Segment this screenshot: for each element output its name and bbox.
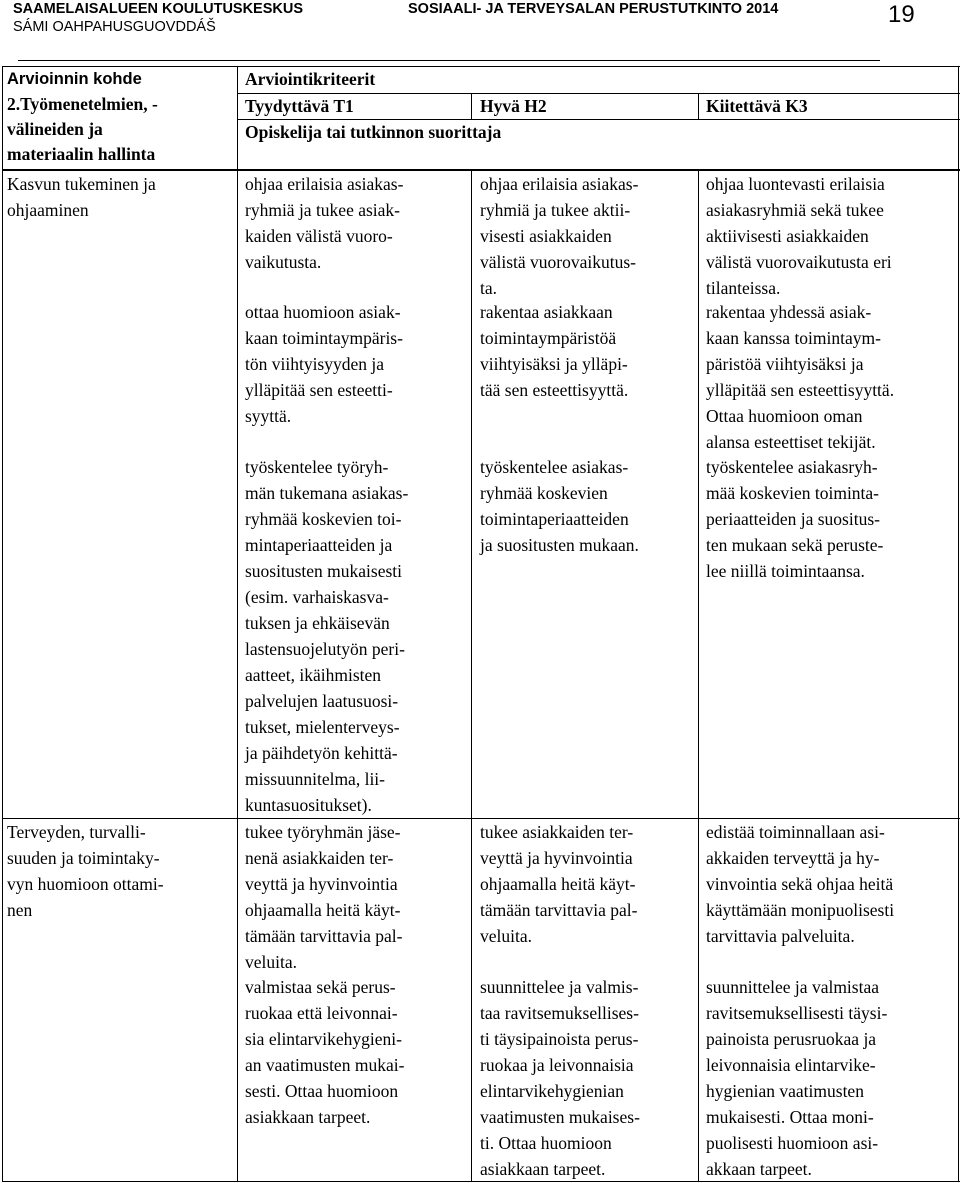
page-number: 19 (888, 1, 915, 28)
k3-criterion: edistää toiminnallaan asi- akkaiden terveyttä ja hy- vinvointia sekä ohjaa heitä käyttämään monipuolisesti tarvittavia palveluita. (706, 822, 895, 946)
h2-criterion: työskentelee asiakas- ryhmää koskevien toimintaperiaatteiden ja suositusten mukaan. (480, 457, 639, 555)
h2-criterion: tukee asiakkaiden ter- veyttä ja hyvinvointia ohjaamalla heitä käyt- tämään tarvittavia pal- veluita. (480, 822, 638, 946)
col-line-target (237, 66, 238, 1182)
t1-criterion: työskentelee työryh- män tukemana asiakas- ryhmää koskevien toi- mintaperiaatteiden ja suositusten mukaisesti (esim. varhaiskasva- tuksen ja ehkäisevän lastensuojelutyön peri- aatteet, ikäihmisten palvelujen laatusuosi- tukset, mielenterveys- ja päihdetyön kehittä- missuunnitelma, lii- kuntasuositukset). (245, 457, 409, 815)
assessment-target-heading: Arvioinnin kohde (7, 70, 142, 88)
t1-criterion: valmistaa sekä perus- ruokaa että leivonnai- sia elintarvikehygieni- an vaatimusten mukai- sesti. Ottaa huomioon asiakkaan tarpeet. (245, 977, 405, 1127)
grade-h2: Hyvä H2 (480, 96, 547, 116)
grade-t1: Tyydyttävä T1 (245, 96, 354, 116)
k3-criterion: suunnittelee ja valmistaa ravitsemuksellisesti täysi- painoista perusruokaa ja leivonnaisia elintarvike- hygienian vaatimusten mukaisesti. Ottaa moni- puolisesti huomioon asi- akkaan tarpeet. (706, 977, 888, 1179)
grade-k3: Kiitettävä K3 (706, 96, 808, 116)
k3-criterion: rakentaa yhdessä asiak- kaan kanssa toimintaym- päristöä viihtyisäksi ja ylläpitää sen esteettisyyttä. Ottaa huomioon oman alansa esteettiset tekijät. (706, 302, 895, 452)
t1-criterion: ottaa huomioon asiak- kaan toimintaympäris- tön viihtyisyyden ja ylläpitää sen esteetti- syyttä. (245, 302, 403, 426)
h2-criterion: rakentaa asiakkaan toimintaympäristöä viihtyisäksi ja ylläpi- tää sen esteettisyyttä. (480, 302, 629, 400)
t1-criterion: ohjaa erilaisia asiakas- ryhmiä ja tukee asiak- kaiden välistä vuoro- vaikutusta. (245, 174, 404, 272)
k3-criterion: ohjaa luontevasti erilaisia asiakasryhmiä sekä tukee aktiivisesti asiakkaiden välistä vuorovaikutusta eri tilanteissa. (706, 174, 892, 298)
table-border-top (2, 66, 960, 67)
col-line-right (958, 66, 959, 1182)
col-line-t1 (471, 93, 472, 119)
col-line-t1-body (471, 169, 472, 1182)
organization-line-1: SAAMELAISALUEEN KOULUTUSKESKUS (13, 1, 304, 17)
organization-line-2: SÁMI OAHPAHUSGUOVDDÁŠ (13, 19, 216, 35)
competence-area-heading: 2.Työmenetelmien, - välineiden ja materiaalin hallinta (7, 94, 158, 164)
target-health-safety: Terveyden, turvalli- suuden ja toimintaky- vyn huomioon ottami- nen (7, 822, 164, 920)
col-line-left (2, 66, 3, 1182)
k3-criterion: työskentelee asiakasryh- mää koskevien toiminta- periaatteiden ja suositus- ten mukaan sekä peruste- lee niillä toimintaansa. (706, 457, 884, 581)
program-title: SOSIAALI- JA TERVEYSALAN PERUSTUTKINTO 2014 (408, 1, 779, 17)
h2-criterion: ohjaa erilaisia asiakas- ryhmiä ja tukee aktii- visesti asiakkaiden välistä vuorovaikutus- ta. (480, 174, 639, 298)
target-growth-support: Kasvun tukeminen ja ohjaaminen (7, 174, 156, 220)
h2-criterion: suunnittelee ja valmis- taa ravitsemuksellises- ti täysipainoista perus- ruokaa ja leivonnaisia elintarvikehygienian vaatimusten mukaises- ti. Ottaa huomioon asiakkaan tarpeet. (480, 977, 640, 1179)
t1-criterion: tukee työryhmän jäse- nenä asiakkaiden ter- veyttä ja hyvinvointia ohjaamalla heitä käyt- tämään tarvittavia pal- veluita. (245, 822, 403, 972)
subject-label: Opiskelija tai tutkinnon suorittaja (245, 122, 502, 142)
col-line-h2 (698, 93, 699, 119)
col-line-h2-body (698, 169, 699, 1182)
criteria-heading: Arviointikriteerit (245, 69, 376, 89)
